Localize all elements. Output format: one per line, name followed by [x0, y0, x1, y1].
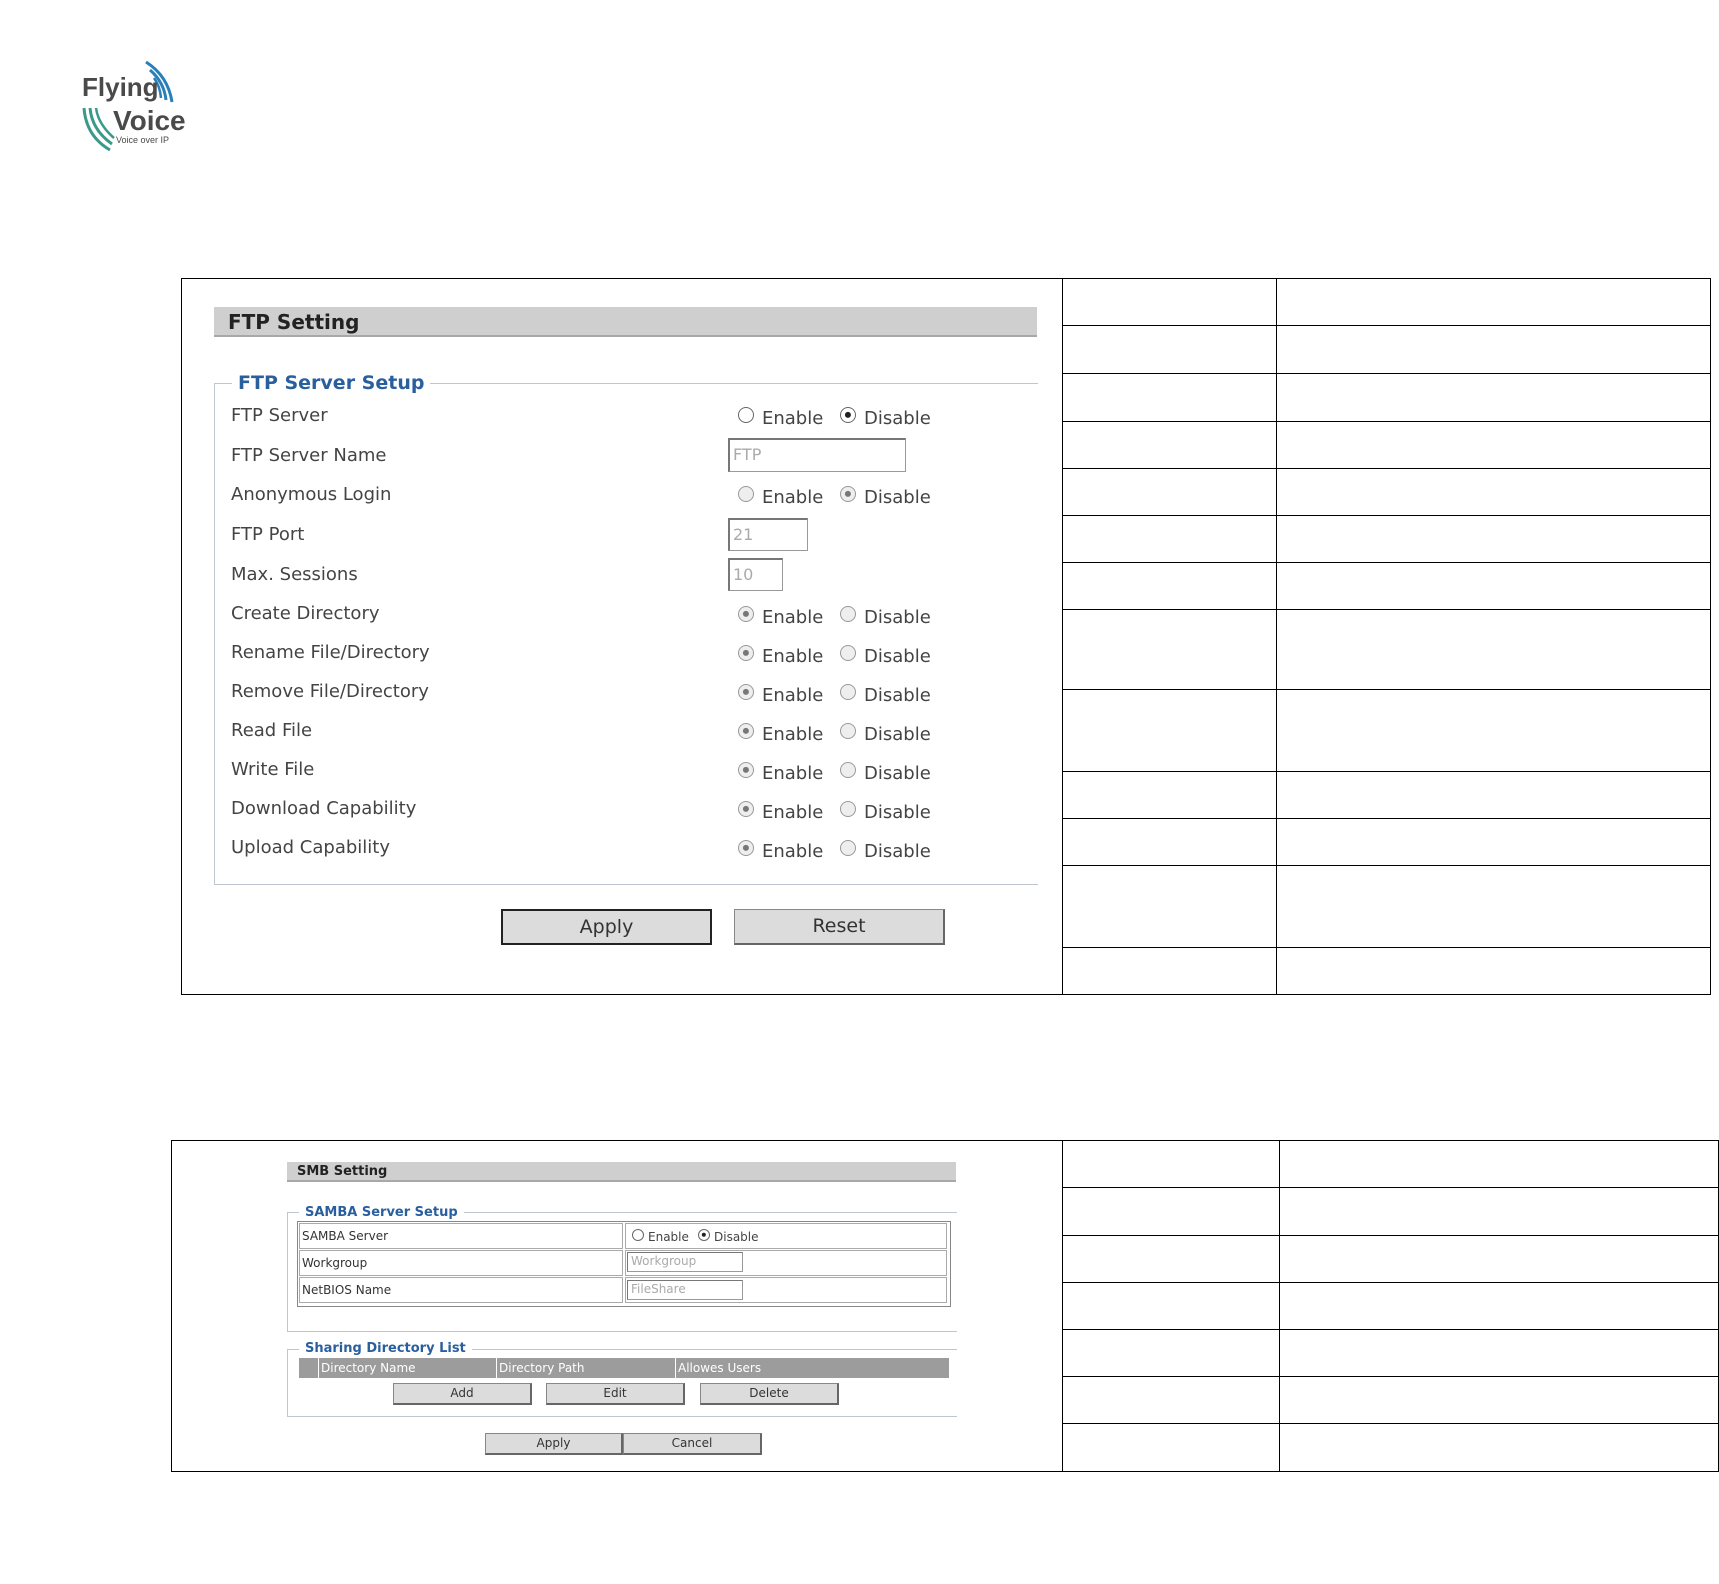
- download-capability-enable-text: Enable: [762, 802, 824, 823]
- ftp-server-label: FTP Server: [231, 405, 328, 426]
- ftp-reset-button[interactable]: Reset: [734, 909, 945, 945]
- logo-graphic: [80, 58, 190, 158]
- table-row-line: [1062, 1187, 1718, 1188]
- samba-server-disable-text: Disable: [714, 1230, 759, 1244]
- workgroup-label: Workgroup: [299, 1250, 623, 1276]
- table-divider: [1279, 1141, 1280, 1471]
- table-row-line: [1062, 689, 1710, 690]
- samba-server-enable-text: Enable: [648, 1230, 689, 1244]
- anonymous-login-disable-text: Disable: [864, 487, 931, 508]
- logo-tagline: Voice over IP: [116, 135, 170, 145]
- create-directory-enable-text: Enable: [762, 607, 824, 628]
- table-row-line: [1062, 468, 1710, 469]
- ftp-server-name-input[interactable]: FTP: [728, 438, 906, 472]
- table-row-line: [1062, 421, 1710, 422]
- rename-file-directory-disable-radio[interactable]: [840, 645, 856, 661]
- remove-file-directory-label: Remove File/Directory: [231, 681, 429, 702]
- table-row-line: [1062, 1376, 1718, 1377]
- create-directory-enable-radio[interactable]: [738, 606, 754, 622]
- download-capability-enable-radio[interactable]: [738, 801, 754, 817]
- list-header-allowes-users: Allowes Users: [676, 1358, 949, 1378]
- netbios-name-input[interactable]: FileShare: [627, 1280, 743, 1300]
- upload-capability-enable-text: Enable: [762, 841, 824, 862]
- anonymous-login-label: Anonymous Login: [231, 484, 392, 505]
- table-row-line: [1062, 1235, 1718, 1236]
- smb-panel-title: [287, 1162, 956, 1182]
- table-row-line: [1062, 865, 1710, 866]
- smb-title-text: SMB Setting: [297, 1164, 388, 1179]
- workgroup-input[interactable]: Workgroup: [627, 1252, 743, 1272]
- remove-file-directory-disable-text: Disable: [864, 685, 931, 706]
- table-row-line: [1062, 609, 1710, 610]
- edit-directory-button[interactable]: Edit: [546, 1383, 685, 1405]
- samba-server-disable-radio[interactable]: [698, 1229, 710, 1241]
- list-header-directory-path: Directory Path: [497, 1358, 676, 1378]
- create-directory-label: Create Directory: [231, 603, 380, 624]
- upload-capability-enable-radio[interactable]: [738, 840, 754, 856]
- remove-file-directory-enable-radio[interactable]: [738, 684, 754, 700]
- read-file-disable-radio[interactable]: [840, 723, 856, 739]
- ftp-apply-button[interactable]: Apply: [501, 909, 712, 945]
- write-file-disable-text: Disable: [864, 763, 931, 784]
- upload-capability-disable-text: Disable: [864, 841, 931, 862]
- rename-file-directory-enable-text: Enable: [762, 646, 824, 667]
- table-row-line: [1062, 515, 1710, 516]
- list-header-checkbox-col: [299, 1358, 319, 1378]
- table-row-line: [1062, 1423, 1718, 1424]
- upload-capability-disable-radio[interactable]: [840, 840, 856, 856]
- rename-file-directory-disable-text: Disable: [864, 646, 931, 667]
- read-file-enable-text: Enable: [762, 724, 824, 745]
- read-file-enable-radio[interactable]: [738, 723, 754, 739]
- logo-line2: Voice: [113, 105, 186, 136]
- ftp-server-enable-text: Enable: [762, 408, 824, 429]
- ftp-server-enable-radio[interactable]: [738, 407, 754, 423]
- max-sessions-label: Max. Sessions: [231, 564, 358, 585]
- anonymous-login-enable-radio[interactable]: [738, 486, 754, 502]
- netbios-name-label: NetBIOS Name: [299, 1277, 623, 1303]
- write-file-enable-radio[interactable]: [738, 762, 754, 778]
- anonymous-login-enable-text: Enable: [762, 487, 824, 508]
- anonymous-login-disable-radio[interactable]: [840, 486, 856, 502]
- create-directory-disable-radio[interactable]: [840, 606, 856, 622]
- table-row-line: [1062, 771, 1710, 772]
- sharing-directory-list-legend: Sharing Directory List: [299, 1341, 472, 1356]
- ftp-server-setup-legend: FTP Server Setup: [232, 372, 430, 394]
- remove-file-directory-enable-text: Enable: [762, 685, 824, 706]
- samba-server-enable-radio[interactable]: [632, 1229, 644, 1241]
- download-capability-disable-radio[interactable]: [840, 801, 856, 817]
- write-file-label: Write File: [231, 759, 315, 780]
- table-divider: [1062, 1141, 1063, 1471]
- ftp-server-disable-radio[interactable]: [840, 407, 856, 423]
- logo-line1: Flying: [82, 72, 159, 102]
- read-file-label: Read File: [231, 720, 313, 741]
- table-row-line: [1062, 1282, 1718, 1283]
- table-row-line: [1062, 947, 1710, 948]
- samba-server-setup-legend: SAMBA Server Setup: [299, 1205, 464, 1220]
- table-row-line: [1062, 818, 1710, 819]
- download-capability-label: Download Capability: [231, 798, 417, 819]
- read-file-disable-text: Disable: [864, 724, 931, 745]
- table-row-line: [1062, 1329, 1718, 1330]
- table-row-line: [1062, 325, 1710, 326]
- ftp-server-disable-text: Disable: [864, 408, 931, 429]
- delete-directory-button[interactable]: Delete: [700, 1383, 839, 1405]
- table-divider: [1062, 279, 1063, 994]
- write-file-enable-text: Enable: [762, 763, 824, 784]
- flying-voice-logo: [80, 58, 190, 158]
- write-file-disable-radio[interactable]: [840, 762, 856, 778]
- upload-capability-label: Upload Capability: [231, 837, 390, 858]
- create-directory-disable-text: Disable: [864, 607, 931, 628]
- samba-server-label: SAMBA Server: [299, 1223, 623, 1249]
- smb-apply-button[interactable]: Apply: [485, 1433, 623, 1455]
- add-directory-button[interactable]: Add: [393, 1383, 532, 1405]
- rename-file-directory-label: Rename File/Directory: [231, 642, 430, 663]
- ftp-panel-title: [214, 307, 1037, 337]
- ftp-port-input[interactable]: 21: [728, 518, 808, 551]
- table-row-line: [1062, 373, 1710, 374]
- remove-file-directory-disable-radio[interactable]: [840, 684, 856, 700]
- table-divider: [1276, 279, 1277, 994]
- ftp-title-text: FTP Setting: [228, 310, 360, 334]
- ftp-server-name-label: FTP Server Name: [231, 445, 387, 466]
- list-header-directory-name: Directory Name: [319, 1358, 497, 1378]
- max-sessions-input[interactable]: 10: [728, 558, 783, 591]
- table-row-line: [1062, 562, 1710, 563]
- ftp-port-label: FTP Port: [231, 524, 305, 545]
- download-capability-disable-text: Disable: [864, 802, 931, 823]
- rename-file-directory-enable-radio[interactable]: [738, 645, 754, 661]
- smb-cancel-button[interactable]: Cancel: [623, 1433, 762, 1455]
